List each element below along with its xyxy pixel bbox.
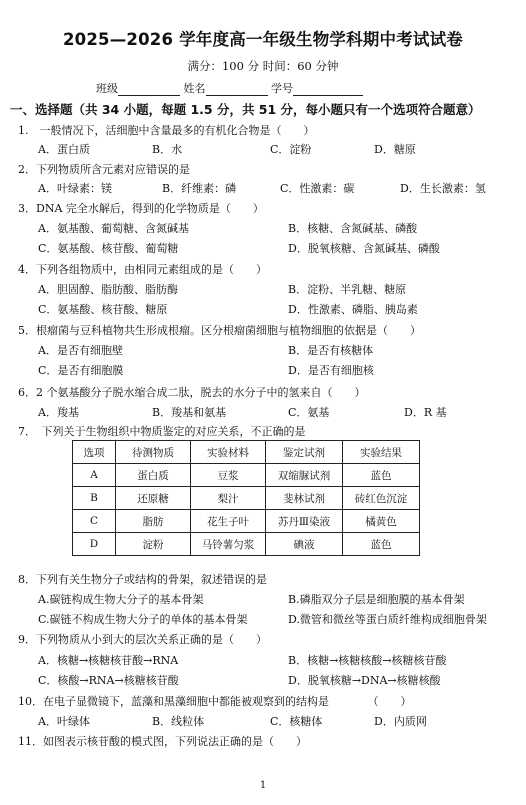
table-header-cell: 待测物质 [116, 441, 191, 464]
table-cell: 花生子叶 [191, 510, 266, 533]
table-cell: 梨汁 [191, 487, 266, 510]
table-header-row [73, 441, 420, 464]
question-1-option-c: C．淀粉 [270, 143, 312, 156]
table-row [73, 533, 420, 556]
table-row [73, 487, 420, 510]
table-cell: 豆浆 [191, 464, 266, 487]
question-3-option-a: A．氨基酸、葡萄糖、含氮碱基 [38, 222, 189, 235]
question-1-option-d: D．糖原 [374, 143, 416, 156]
question-10-stem: 10．在电子显微镜下，蓝藻和黑藻细胞中都能被观察到的结构是 （ ） [18, 695, 412, 708]
table-cell: D [73, 533, 116, 556]
question-10-option-d: D．内质网 [374, 715, 427, 728]
table-cell: 蓝色 [343, 533, 420, 556]
table-cell: 砖红色沉淀 [343, 487, 420, 510]
name-label: 姓名 [183, 82, 206, 95]
table-cell: 马铃薯匀浆 [191, 533, 266, 556]
table-cell: 橘黄色 [343, 510, 420, 533]
question-2-option-b: B．纤维素：磷 [162, 182, 237, 195]
question-5-option-a: A．是否有细胞壁 [38, 344, 123, 357]
id-label: 学号 [271, 82, 293, 95]
question-9-option-b: B．核糖→核糖核酸→核糖核苷酸 [288, 654, 447, 667]
question-4-option-b: B．淀粉、半乳糖、糖原 [288, 283, 407, 296]
question-6-option-b: B．羧基和氨基 [152, 406, 227, 419]
question-1-option-a: A．蛋白质 [38, 143, 90, 156]
identification-table [72, 440, 420, 556]
question-10-option-c: C．核糖体 [270, 715, 323, 728]
table-cell: 淀粉 [116, 533, 191, 556]
table-header-cell: 实验结果 [343, 441, 420, 464]
exam-subtitle: 满分：100 分 时间：60 分钟 [187, 59, 339, 73]
table-cell: 脂肪 [116, 510, 191, 533]
question-6-stem: 6．2 个氨基酸分子脱水缩合成二肽，脱去的水分子中的氢来自（ ） [18, 386, 366, 399]
table-header-cell: 鉴定试剂 [266, 441, 343, 464]
question-3-stem: 3．DNA 完全水解后，得到的化学物质是（ ） [18, 202, 264, 215]
table-cell: C [73, 510, 116, 533]
question-4-stem: 4．下列各组物质中，由相同元素组成的是（ ） [18, 263, 267, 276]
page-number: 1 [259, 780, 267, 791]
table-cell: A [73, 464, 116, 487]
question-5-stem: 5．根瘤菌与豆科植物共生形成根瘤。区分根瘤菌细胞与植物细胞的依据是（ ） [18, 324, 421, 337]
table-row [73, 464, 420, 487]
table-cell: 双缩脲试剂 [266, 464, 343, 487]
question-7-stem: 7． 下列关于生物组织中物质鉴定的对应关系，不正确的是 [18, 425, 306, 438]
question-10-option-b: B．线粒体 [152, 715, 205, 728]
id-blank[interactable] [293, 84, 363, 96]
question-1-stem: 1. 一般情况下，活细胞中含量最多的有机化合物是（ ） [18, 124, 315, 137]
table-cell: 碘液 [266, 533, 343, 556]
table-header-cell: 选项 [73, 441, 116, 464]
name-blank[interactable] [206, 84, 268, 96]
question-8-option-a: A.碳链构成生物大分子的基本骨架 [38, 593, 204, 606]
question-10-option-a: A．叶绿体 [38, 715, 90, 728]
table-cell: 苏丹Ⅲ染液 [266, 510, 343, 533]
question-8-option-b: B.磷脂双分子层是细胞膜的基本骨架 [288, 593, 465, 606]
question-6-option-c: C．氨基 [288, 406, 330, 419]
question-4-option-d: D．性激素、磷脂、胰岛素 [288, 303, 418, 316]
question-2-stem: 2．下列物质所含元素对应错误的是 [18, 163, 190, 176]
question-3-option-c: C．氨基酸、核苷酸、葡萄糖 [38, 242, 179, 255]
question-8-option-d: D.微管和微丝等蛋白质纤维构成细胞骨架 [288, 613, 487, 626]
question-1-option-b: B．水 [152, 143, 183, 156]
section-title: 一、选择题（共 34 小题，每题 1.5 分，共 51 分，每小题只有一个选项符合题意） [10, 102, 481, 117]
question-6-option-d: D．R 基 [404, 406, 447, 419]
question-4-option-c: C．氨基酸、核苷酸、糖原 [38, 303, 168, 316]
question-9-stem: 9．下列物质从小到大的层次关系正确的是（ ） [18, 633, 267, 646]
table-cell: 斐林试剂 [266, 487, 343, 510]
question-11-stem: 11．如图表示核苷酸的模式图，下列说法正确的是（ ） [18, 735, 307, 748]
question-4-option-a: A．胆固醇、脂肪酸、脂肪酶 [38, 283, 178, 296]
question-2-option-c: C．性激素：碳 [280, 182, 355, 195]
question-9-option-c: C．核酸→RNA→核糖核苷酸 [38, 674, 179, 687]
question-8-stem: 8．下列有关生物分子或结构的骨架，叙述错误的是 [18, 573, 267, 586]
table-cell: B [73, 487, 116, 510]
question-6-option-a: A．羧基 [38, 406, 79, 419]
table-cell: 蓝色 [343, 464, 420, 487]
question-5-option-c: C．是否有细胞膜 [38, 364, 124, 377]
class-blank[interactable] [118, 84, 180, 96]
table-cell: 还原糖 [116, 487, 191, 510]
student-info-line [96, 80, 363, 96]
question-3-option-b: B．核糖、含氮碱基、磷酸 [288, 222, 418, 235]
question-5-option-d: D．是否有细胞核 [288, 364, 374, 377]
class-label: 班级 [96, 82, 118, 95]
question-2-option-d: D．生长激素：氢 [400, 182, 486, 195]
question-9-option-d: D．脱氧核糖→DNA→核糖核酸 [288, 674, 441, 687]
table-header-cell: 实验材料 [191, 441, 266, 464]
question-9-option-a: A．核糖→核糖核苷酸→RNA [38, 654, 179, 667]
table-cell: 蛋白质 [116, 464, 191, 487]
question-8-option-c: C.碳链不构成生物大分子的单体的基本骨架 [38, 613, 248, 626]
question-5-option-b: B．是否有核糖体 [288, 344, 374, 357]
question-2-option-a: A．叶绿素：镁 [38, 182, 112, 195]
question-3-option-d: D．脱氧核糖、含氮碱基、磷酸 [288, 242, 440, 255]
table-row [73, 510, 420, 533]
exam-title: 2025—2026 学年度高一年级生物学科期中考试试卷 [63, 30, 463, 49]
